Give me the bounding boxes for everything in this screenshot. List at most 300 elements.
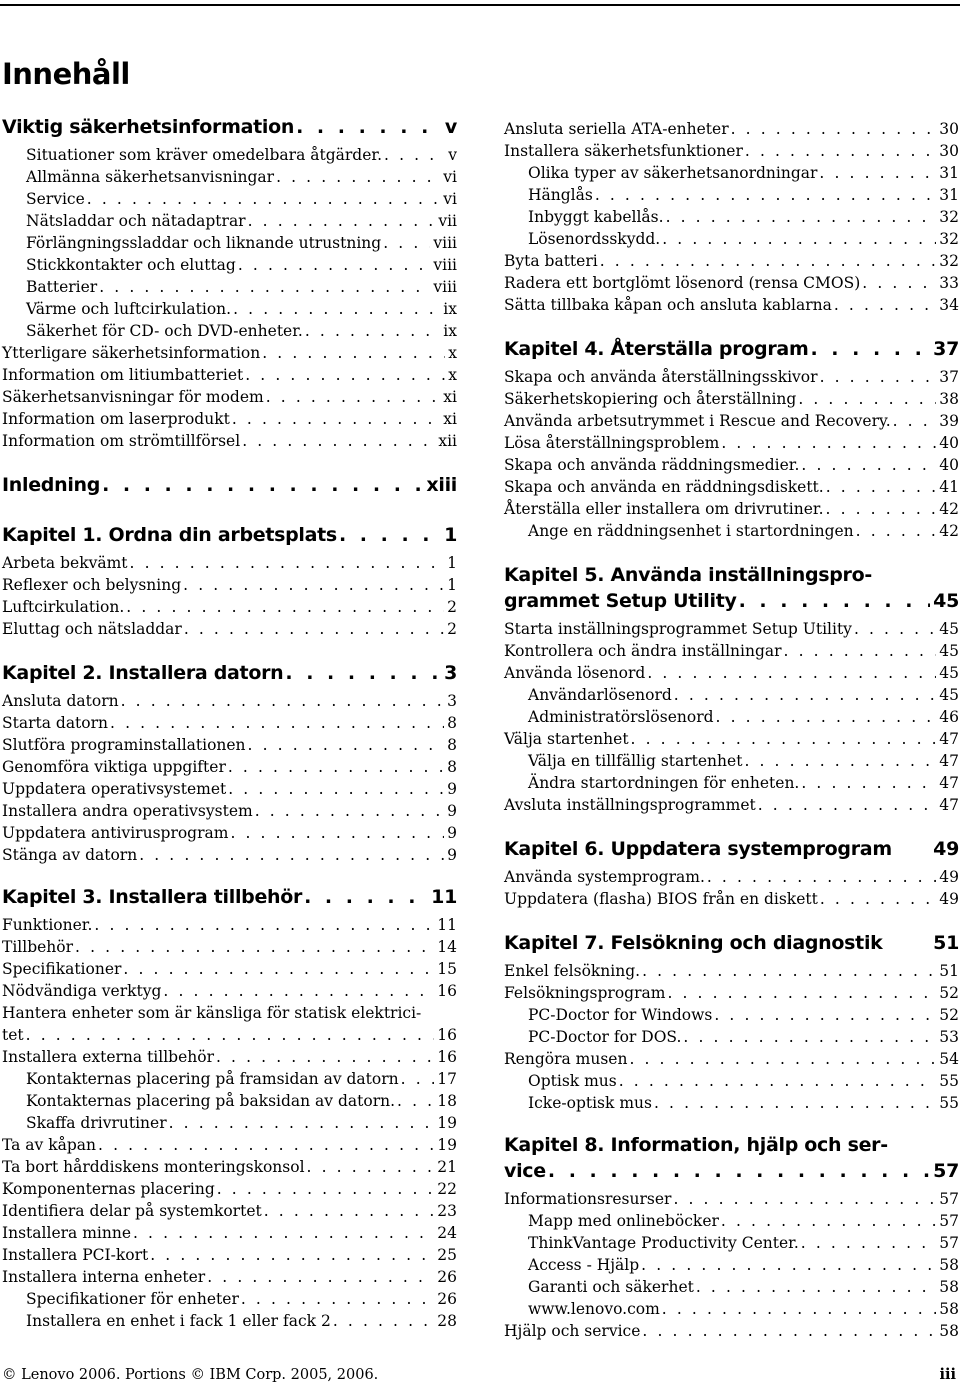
toc-entry[interactable] bbox=[504, 728, 959, 750]
toc-entry-title: Situationer som kräver omedelbara åtgärder. bbox=[26, 146, 383, 164]
toc-entry-title: Specifikationer för enheter bbox=[26, 1290, 239, 1308]
toc-entry-title: Värme och luftcirkulation. bbox=[26, 300, 232, 318]
toc-page-number: 14 bbox=[437, 938, 457, 956]
toc-chapter-title: Inledning bbox=[2, 474, 101, 496]
toc-entry-title: Optisk mus bbox=[528, 1072, 617, 1090]
toc-entry[interactable] bbox=[504, 1026, 959, 1048]
toc-page-number: v bbox=[444, 116, 457, 138]
toc-entry[interactable] bbox=[504, 1070, 959, 1092]
toc-page-number: xi bbox=[443, 388, 457, 406]
dot-leader bbox=[228, 756, 444, 778]
toc-page-number: 34 bbox=[939, 296, 959, 314]
toc-entry-title: Skaffa drivrutiner bbox=[26, 1114, 167, 1132]
dot-leader bbox=[384, 144, 445, 166]
toc-entry[interactable] bbox=[2, 1178, 457, 1200]
dot-leader bbox=[674, 684, 936, 706]
toc-entry[interactable] bbox=[504, 250, 959, 272]
toc-entry[interactable] bbox=[2, 114, 457, 140]
toc-entry-title: Uppdatera (flasha) BIOS från en diskett bbox=[504, 890, 818, 908]
toc-page-number: v bbox=[448, 146, 457, 164]
toc-entry[interactable] bbox=[2, 1134, 457, 1156]
toc-entry[interactable] bbox=[2, 1244, 457, 1266]
toc-chapter-title: Viktig säkerhetsinformation bbox=[2, 116, 295, 138]
copyright-footer: © Lenovo 2006. Portions © IBM Corp. 2005, 2006. bbox=[2, 1367, 379, 1383]
toc-page-number: 47 bbox=[939, 730, 959, 748]
toc-entry-title: Installera en enhet i fack 1 eller fack 2 bbox=[26, 1312, 331, 1330]
toc-entry-title: Reflexer och belysning bbox=[2, 576, 182, 594]
dot-leader bbox=[241, 1288, 434, 1310]
dot-leader bbox=[230, 822, 444, 844]
toc-entry[interactable] bbox=[2, 298, 457, 320]
dot-leader bbox=[707, 866, 936, 888]
toc-entry-title: Stickkontakter och eluttag bbox=[26, 256, 236, 274]
toc-page-number: 51 bbox=[939, 962, 959, 980]
toc-entry[interactable] bbox=[2, 320, 457, 342]
toc-entry[interactable] bbox=[504, 272, 959, 294]
dot-leader bbox=[139, 844, 444, 866]
dot-leader bbox=[667, 982, 936, 1004]
toc-chapter-title: Kapitel 2. Installera datorn bbox=[2, 662, 284, 684]
toc-entry-title: Ta av kåpan bbox=[2, 1136, 97, 1154]
toc-entry[interactable] bbox=[2, 144, 457, 166]
toc-entry[interactable] bbox=[2, 1068, 457, 1090]
toc-entry[interactable] bbox=[2, 166, 457, 188]
toc-page-number: 38 bbox=[939, 390, 959, 408]
dot-leader bbox=[397, 1090, 434, 1112]
toc-entry[interactable] bbox=[2, 734, 457, 756]
dot-leader bbox=[642, 1320, 936, 1342]
toc-page-number: vi bbox=[443, 190, 457, 208]
toc-entry-title: Förlängningssladdar och liknande utrustning bbox=[26, 234, 382, 252]
toc-page-number: 9 bbox=[447, 824, 457, 842]
toc-entry[interactable] bbox=[504, 618, 959, 640]
toc-entry[interactable] bbox=[2, 1002, 457, 1024]
toc-entry[interactable] bbox=[504, 1004, 959, 1026]
toc-page-number: 49 bbox=[933, 838, 959, 860]
dot-leader bbox=[784, 640, 937, 662]
toc-entry-title: Genomföra viktiga uppgifter bbox=[2, 758, 226, 776]
dot-leader bbox=[595, 184, 936, 206]
toc-entry[interactable] bbox=[504, 140, 959, 162]
toc-page-number: 52 bbox=[939, 1006, 959, 1024]
toc-entry-title: Välja startenhet bbox=[504, 730, 629, 748]
dot-leader bbox=[276, 166, 440, 188]
toc-entry[interactable] bbox=[2, 364, 457, 386]
dot-leader bbox=[619, 1070, 937, 1092]
toc-entry-title: Uppdatera operativsystemet bbox=[2, 780, 227, 798]
toc-chapter-title: vice bbox=[504, 1160, 546, 1182]
toc-page-number: 57 bbox=[933, 1160, 959, 1182]
toc-page-number: ix bbox=[443, 322, 457, 340]
toc-page-number: 3 bbox=[447, 692, 457, 710]
toc-entry[interactable] bbox=[2, 254, 457, 276]
toc-entry-title: Funktioner. bbox=[2, 916, 93, 934]
toc-entry-title: Rengöra musen bbox=[504, 1050, 628, 1068]
dot-leader bbox=[255, 800, 444, 822]
toc-entry[interactable] bbox=[2, 408, 457, 430]
toc-entry[interactable] bbox=[2, 210, 457, 232]
toc-entry[interactable] bbox=[504, 982, 959, 1004]
toc-entry[interactable] bbox=[2, 1090, 457, 1112]
dot-leader bbox=[296, 114, 442, 140]
dot-leader bbox=[99, 276, 430, 298]
toc-entry[interactable] bbox=[2, 618, 457, 640]
dot-leader bbox=[233, 298, 440, 320]
toc-entry-title: Komponenternas placering bbox=[2, 1180, 215, 1198]
toc-entry[interactable] bbox=[504, 1048, 959, 1070]
toc-entry-title: Kontakternas placering på framsidan av datorn bbox=[26, 1070, 399, 1088]
toc-entry[interactable] bbox=[2, 778, 457, 800]
toc-chapter-title: Kapitel 7. Felsökning och diagnostik bbox=[504, 932, 883, 954]
toc-entry[interactable] bbox=[2, 1024, 457, 1046]
dot-leader bbox=[169, 1112, 435, 1134]
toc-entry[interactable] bbox=[2, 690, 457, 712]
toc-entry[interactable] bbox=[504, 206, 959, 228]
dot-leader bbox=[801, 772, 936, 794]
toc-entry-title: Luftcirkulation. bbox=[2, 598, 125, 616]
toc-entry-title: Lösenordsskydd. bbox=[528, 230, 661, 248]
toc-entry[interactable] bbox=[504, 836, 959, 862]
dot-leader bbox=[862, 272, 936, 294]
toc-page-number: 18 bbox=[437, 1092, 457, 1110]
toc-entry[interactable] bbox=[504, 640, 959, 662]
toc-entry[interactable] bbox=[504, 706, 959, 728]
toc-entry[interactable] bbox=[2, 1310, 457, 1332]
toc-entry[interactable] bbox=[504, 1276, 959, 1298]
toc-entry-title: Service bbox=[26, 190, 85, 208]
toc-page-number: 41 bbox=[939, 478, 959, 496]
dot-leader bbox=[810, 336, 930, 362]
toc-entry-title: Kontakternas placering på baksidan av datorn. bbox=[26, 1092, 396, 1110]
dot-leader bbox=[629, 1048, 936, 1070]
toc-page-number: xii bbox=[438, 432, 457, 450]
dot-leader bbox=[242, 430, 435, 452]
toc-page-number: 46 bbox=[939, 708, 959, 726]
toc-entry[interactable] bbox=[504, 388, 959, 410]
dot-leader bbox=[94, 914, 434, 936]
toc-entry[interactable] bbox=[2, 980, 457, 1002]
toc-page-number: 47 bbox=[939, 752, 959, 770]
toc-chapter-title: Kapitel 4. Återställa program bbox=[504, 338, 809, 360]
toc-entry[interactable] bbox=[504, 794, 959, 816]
toc-entry[interactable] bbox=[2, 1288, 457, 1310]
toc-page-number: 23 bbox=[437, 1202, 457, 1220]
toc-entry[interactable] bbox=[504, 498, 959, 520]
toc-entry[interactable] bbox=[504, 562, 959, 588]
toc-entry[interactable] bbox=[504, 118, 959, 140]
toc-page-number: 57 bbox=[939, 1190, 959, 1208]
toc-entry-title: Ansluta datorn bbox=[2, 692, 119, 710]
toc-page-number: 15 bbox=[437, 960, 457, 978]
toc-entry[interactable] bbox=[2, 756, 457, 778]
toc-entry[interactable] bbox=[2, 342, 457, 364]
toc-page-number: 42 bbox=[939, 500, 959, 518]
toc-entry[interactable] bbox=[2, 958, 457, 980]
toc-entry-title: Sätta tillbaka kåpan och ansluta kablarna bbox=[504, 296, 832, 314]
toc-page-number: 16 bbox=[437, 982, 457, 1000]
toc-page-number: 24 bbox=[437, 1224, 457, 1242]
toc-page-number: vii bbox=[438, 212, 457, 230]
toc-entry-title: Tillbehör bbox=[2, 938, 74, 956]
toc-page-number: 54 bbox=[939, 1050, 959, 1068]
toc-entry[interactable] bbox=[2, 522, 457, 548]
toc-entry-title: Icke-optisk mus bbox=[528, 1094, 652, 1112]
dot-leader bbox=[183, 574, 444, 596]
dot-leader bbox=[647, 662, 936, 684]
toc-entry[interactable] bbox=[2, 596, 457, 618]
toc-page-number: 31 bbox=[939, 164, 959, 182]
toc-entry-title: Använda systemprogram. bbox=[504, 868, 705, 886]
toc-page-number: 58 bbox=[939, 1322, 959, 1340]
toc-entry[interactable] bbox=[504, 1188, 959, 1210]
toc-entry[interactable] bbox=[2, 1200, 457, 1222]
toc-chapter-title: Kapitel 8. Information, hjälp och ser- bbox=[504, 1134, 888, 1156]
dot-leader bbox=[232, 408, 440, 430]
toc-page-number: 31 bbox=[939, 186, 959, 204]
toc-entry[interactable] bbox=[2, 1112, 457, 1134]
toc-entry[interactable] bbox=[2, 822, 457, 844]
dot-leader bbox=[245, 364, 445, 386]
dot-leader bbox=[721, 432, 936, 454]
dot-leader bbox=[248, 210, 436, 232]
toc-page-number: 30 bbox=[939, 142, 959, 160]
toc-page-number: 26 bbox=[437, 1290, 457, 1308]
toc-page-number: 16 bbox=[437, 1048, 457, 1066]
toc-entry-title: Radera ett bortglömt lösenord (rensa CMOS) bbox=[504, 274, 861, 292]
dot-leader bbox=[75, 936, 434, 958]
toc-entry[interactable] bbox=[504, 662, 959, 684]
toc-entry-title: Arbeta bekvämt bbox=[2, 554, 128, 572]
toc-entry[interactable] bbox=[504, 1158, 959, 1184]
toc-entry-title: Stänga av datorn bbox=[2, 846, 138, 864]
toc-entry-title: Ange en räddningsenhet i startordningen bbox=[528, 522, 854, 540]
toc-page-number: 40 bbox=[939, 456, 959, 474]
toc-entry[interactable] bbox=[504, 228, 959, 250]
toc-page-number: 58 bbox=[939, 1300, 959, 1318]
toc-entry[interactable] bbox=[504, 1298, 959, 1320]
dot-leader bbox=[820, 366, 937, 388]
dot-leader bbox=[150, 1244, 434, 1266]
toc-entry-title: Skapa och använda återställningsskivor bbox=[504, 368, 818, 386]
toc-chapter-title: Kapitel 6. Uppdatera systemprogram bbox=[504, 838, 892, 860]
dot-leader bbox=[207, 1266, 434, 1288]
toc-page-number: 58 bbox=[939, 1256, 959, 1274]
dot-leader bbox=[801, 454, 936, 476]
toc-entry[interactable] bbox=[2, 1222, 457, 1244]
toc-entry[interactable] bbox=[504, 410, 959, 432]
toc-entry-title: Installera säkerhetsfunktioner bbox=[504, 142, 743, 160]
dot-leader bbox=[631, 728, 937, 750]
toc-entry-title: Access - Hjälp bbox=[528, 1256, 640, 1274]
toc-entry[interactable] bbox=[2, 914, 457, 936]
toc-page-number: 33 bbox=[939, 274, 959, 292]
toc-entry[interactable] bbox=[504, 454, 959, 476]
toc-entry[interactable] bbox=[2, 844, 457, 866]
toc-entry-title: Säkerhetskopiering och återställning bbox=[504, 390, 797, 408]
toc-page-number: viii bbox=[433, 256, 457, 274]
toc-entry[interactable] bbox=[504, 772, 959, 794]
dot-leader bbox=[721, 1210, 936, 1232]
toc-entry[interactable] bbox=[504, 1320, 959, 1342]
toc-page-number: 40 bbox=[939, 434, 959, 452]
toc-page-number: 28 bbox=[437, 1312, 457, 1330]
toc-entry-title: Säkerhet för CD- och DVD-enheter. bbox=[26, 322, 303, 340]
toc-entry-title: Specifikationer bbox=[2, 960, 122, 978]
toc-page-number: 11 bbox=[431, 886, 457, 908]
toc-entry-title: Lösa återställningsproblem bbox=[504, 434, 720, 452]
toc-entry-title: Uppdatera antivirusprogram bbox=[2, 824, 229, 842]
toc-page-number: 9 bbox=[447, 802, 457, 820]
toc-page-number: 17 bbox=[437, 1070, 457, 1088]
dot-leader bbox=[98, 1134, 434, 1156]
toc-entry-title: Installera externa tillbehör bbox=[2, 1048, 214, 1066]
dot-leader bbox=[820, 888, 936, 910]
toc-entry-title: Ansluta seriella ATA-enheter bbox=[504, 120, 729, 138]
toc-entry[interactable] bbox=[504, 336, 959, 362]
toc-entry[interactable] bbox=[504, 520, 959, 542]
toc-entry[interactable] bbox=[2, 1156, 457, 1178]
toc-entry[interactable] bbox=[2, 660, 457, 686]
toc-page-number: 8 bbox=[447, 714, 457, 732]
toc-page-number: x bbox=[448, 366, 457, 384]
toc-page-number: xi bbox=[443, 410, 457, 428]
toc-page-number: 32 bbox=[939, 252, 959, 270]
toc-entry-title: Skapa och använda en räddningsdiskett. bbox=[504, 478, 824, 496]
toc-entry[interactable] bbox=[504, 1092, 959, 1114]
toc-entry[interactable] bbox=[504, 1254, 959, 1276]
toc-page-number: 55 bbox=[939, 1094, 959, 1112]
toc-page-number: 58 bbox=[939, 1278, 959, 1296]
dot-leader bbox=[714, 1004, 936, 1026]
toc-entry[interactable] bbox=[2, 1266, 457, 1288]
toc-entry[interactable] bbox=[504, 294, 959, 316]
toc-page-number: 19 bbox=[437, 1114, 457, 1132]
toc-page-number: 57 bbox=[939, 1212, 959, 1230]
dot-leader bbox=[826, 498, 937, 520]
toc-page-number: 37 bbox=[933, 338, 959, 360]
dot-leader bbox=[26, 1024, 435, 1046]
dot-leader bbox=[307, 1156, 435, 1178]
toc-entry[interactable] bbox=[504, 1132, 959, 1158]
dot-leader bbox=[285, 660, 441, 686]
toc-entry-title: Användarlösenord bbox=[528, 686, 672, 704]
toc-entry[interactable] bbox=[504, 960, 959, 982]
toc-page-number: 3 bbox=[444, 662, 457, 684]
toc-entry-title: PC-Doctor for DOS. bbox=[528, 1028, 682, 1046]
toc-page-number: 1 bbox=[447, 576, 457, 594]
toc-entry-title: Starta inställningsprogrammet Setup Utility bbox=[504, 620, 852, 638]
toc-entry-title: Säkerhetsanvisningar för modem bbox=[2, 388, 264, 406]
toc-entry-title: Byta batteri bbox=[504, 252, 598, 270]
toc-entry[interactable] bbox=[504, 588, 959, 614]
dot-leader bbox=[834, 294, 936, 316]
toc-entry[interactable] bbox=[504, 684, 959, 706]
toc-entry-title: Informationsresurser bbox=[504, 1190, 672, 1208]
toc-page-number: 25 bbox=[437, 1246, 457, 1264]
toc-entry-title: Identifiera delar på systemkortet bbox=[2, 1202, 262, 1220]
toc-entry[interactable] bbox=[504, 930, 959, 956]
dot-leader bbox=[304, 884, 428, 910]
toc-entry[interactable] bbox=[504, 750, 959, 772]
toc-entry[interactable] bbox=[2, 800, 457, 822]
toc-page-number: 16 bbox=[437, 1026, 457, 1044]
dot-leader bbox=[654, 1092, 936, 1114]
toc-entry[interactable] bbox=[504, 162, 959, 184]
toc-entry[interactable] bbox=[504, 866, 959, 888]
dot-leader bbox=[673, 1188, 936, 1210]
toc-entry-title: Använda arbetsutrymmet i Rescue and Recovery. bbox=[504, 412, 891, 430]
toc-entry[interactable] bbox=[504, 184, 959, 206]
toc-entry[interactable] bbox=[504, 1232, 959, 1254]
toc-entry[interactable] bbox=[2, 936, 457, 958]
dot-leader bbox=[826, 476, 937, 498]
toc-entry[interactable] bbox=[504, 1210, 959, 1232]
dot-leader bbox=[87, 188, 441, 210]
toc-entry[interactable] bbox=[2, 712, 457, 734]
toc-entry-title: Ta bort hårddiskens monteringskonsol bbox=[2, 1158, 305, 1176]
toc-entry[interactable] bbox=[2, 1046, 457, 1068]
toc-entry[interactable] bbox=[504, 888, 959, 910]
dot-leader bbox=[696, 1276, 936, 1298]
toc-entry-title: Eluttag och nätsladdar bbox=[2, 620, 182, 638]
toc-entry[interactable] bbox=[2, 552, 457, 574]
dot-leader bbox=[266, 386, 441, 408]
dot-leader bbox=[854, 618, 936, 640]
toc-entry-title: Mapp med onlineböcker bbox=[528, 1212, 719, 1230]
toc-entry[interactable] bbox=[2, 386, 457, 408]
toc-entry[interactable] bbox=[2, 430, 457, 452]
toc-entry-title: Inbyggt kabellås. bbox=[528, 208, 664, 226]
toc-entry-title: Återställa eller installera om drivrutiner. bbox=[504, 500, 824, 518]
dot-leader bbox=[102, 472, 423, 498]
toc-entry-title: Skapa och använda räddningsmedier. bbox=[504, 456, 800, 474]
toc-page-number: 51 bbox=[933, 932, 959, 954]
toc-page-number: 21 bbox=[437, 1158, 457, 1176]
toc-entry[interactable] bbox=[2, 574, 457, 596]
dot-leader bbox=[662, 228, 936, 250]
toc-entry[interactable] bbox=[2, 188, 457, 210]
dot-leader bbox=[123, 958, 434, 980]
toc-entry-title: Slutföra programinstallationen bbox=[2, 736, 246, 754]
toc-page-number: 30 bbox=[939, 120, 959, 138]
toc-page-number: 9 bbox=[447, 846, 457, 864]
dot-leader bbox=[641, 1254, 936, 1276]
toc-entry-title: Administratörslösenord bbox=[528, 708, 714, 726]
toc-entry[interactable] bbox=[504, 366, 959, 388]
toc-entry-title: Felsökningsprogram bbox=[504, 984, 666, 1002]
toc-entry[interactable] bbox=[2, 276, 457, 298]
toc-entry[interactable] bbox=[2, 884, 457, 910]
toc-entry[interactable] bbox=[504, 476, 959, 498]
dot-leader bbox=[238, 254, 431, 276]
dot-leader bbox=[716, 706, 937, 728]
dot-leader bbox=[262, 342, 445, 364]
dot-leader bbox=[133, 1222, 434, 1244]
toc-entry[interactable] bbox=[504, 432, 959, 454]
toc-entry[interactable] bbox=[2, 472, 457, 498]
toc-entry-title: ThinkVantage Productivity Center. bbox=[528, 1234, 799, 1252]
toc-page-number: 9 bbox=[447, 780, 457, 798]
toc-page-number: 55 bbox=[939, 1072, 959, 1090]
toc-page-number: vi bbox=[443, 168, 457, 186]
toc-entry[interactable] bbox=[2, 232, 457, 254]
toc-entry-title: Ändra startordningen för enheten. bbox=[528, 774, 800, 792]
toc-page-number: 2 bbox=[447, 620, 457, 638]
toc-entry-title: Starta datorn bbox=[2, 714, 109, 732]
toc-entry-title: PC-Doctor for Windows bbox=[528, 1006, 713, 1024]
dot-leader bbox=[217, 1178, 435, 1200]
dot-leader bbox=[383, 232, 430, 254]
